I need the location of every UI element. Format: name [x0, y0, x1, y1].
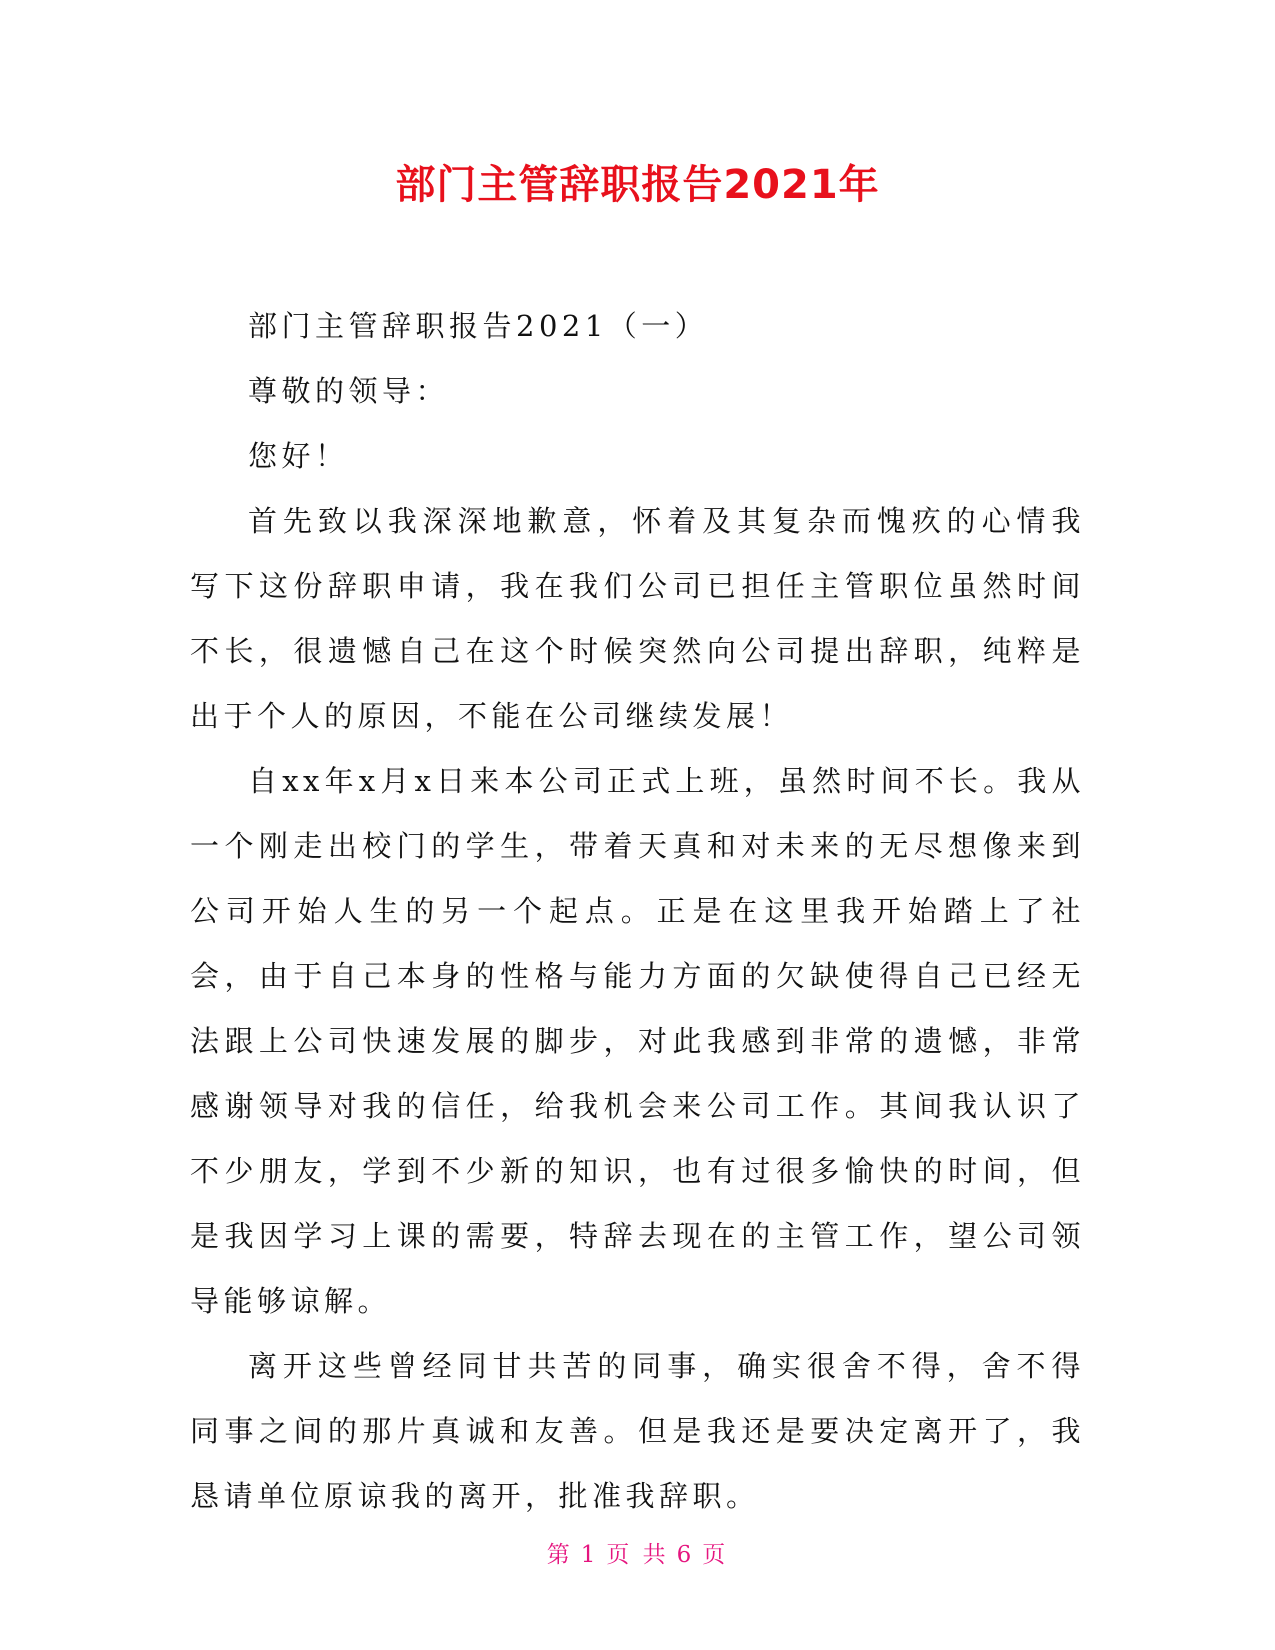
- footer-suffix: 页: [702, 1542, 729, 1568]
- document-body: [190, 294, 1085, 1529]
- body-paragraph: 离开这些曾经同甘共苦的同事，确实很舍不得，舍不得同事之间的那片真诚和友善。但是我还是要决定离开了，我恳请单位原谅我的离开，批准我辞职。: [190, 1349, 1085, 1513]
- footer-current-page: 1: [580, 1542, 599, 1568]
- salutation: 尊敬的领导：: [248, 374, 450, 408]
- footer-prefix: 第: [546, 1542, 573, 1568]
- page-footer: [0, 1540, 1275, 1570]
- document-title: 部门主管辞职报告2021年: [395, 162, 880, 208]
- body-paragraph: 自xx年x月x日来本公司正式上班，虽然时间不长。我从一个刚走出校门的学生，带着天真和对未来的无尽想像来到公司开始人生的另一个起点。正是在这里我开始踏上了社会，由于自己本身的性格与能力方面的欠缺使得自己已经无法跟上公司快速发展的脚步，对此我感到非常的遗憾，非常感谢领导对我的信任，给我机会来公司工作。其间我认识了不少朋友，学到不少新的知识，也有过很多愉快的时间，但是我因学习上课的需要，特辞去现在的主管工作，望公司领导能够谅解。: [190, 764, 1085, 1318]
- greeting: 您好！: [248, 439, 349, 473]
- footer-middle: 页 共: [606, 1542, 669, 1568]
- section-heading: 部门主管辞职报告2021（一）: [248, 309, 709, 343]
- body-paragraph: 首先致以我深深地歉意，怀着及其复杂而愧疚的心情我写下这份辞职申请，我在我们公司已担任主管职位虽然时间不长，很遗憾自己在这个时候突然向公司提出辞职，纯粹是出于个人的原因，不能在公司继续发展！: [190, 504, 1085, 733]
- footer-total-pages: 6: [676, 1542, 695, 1568]
